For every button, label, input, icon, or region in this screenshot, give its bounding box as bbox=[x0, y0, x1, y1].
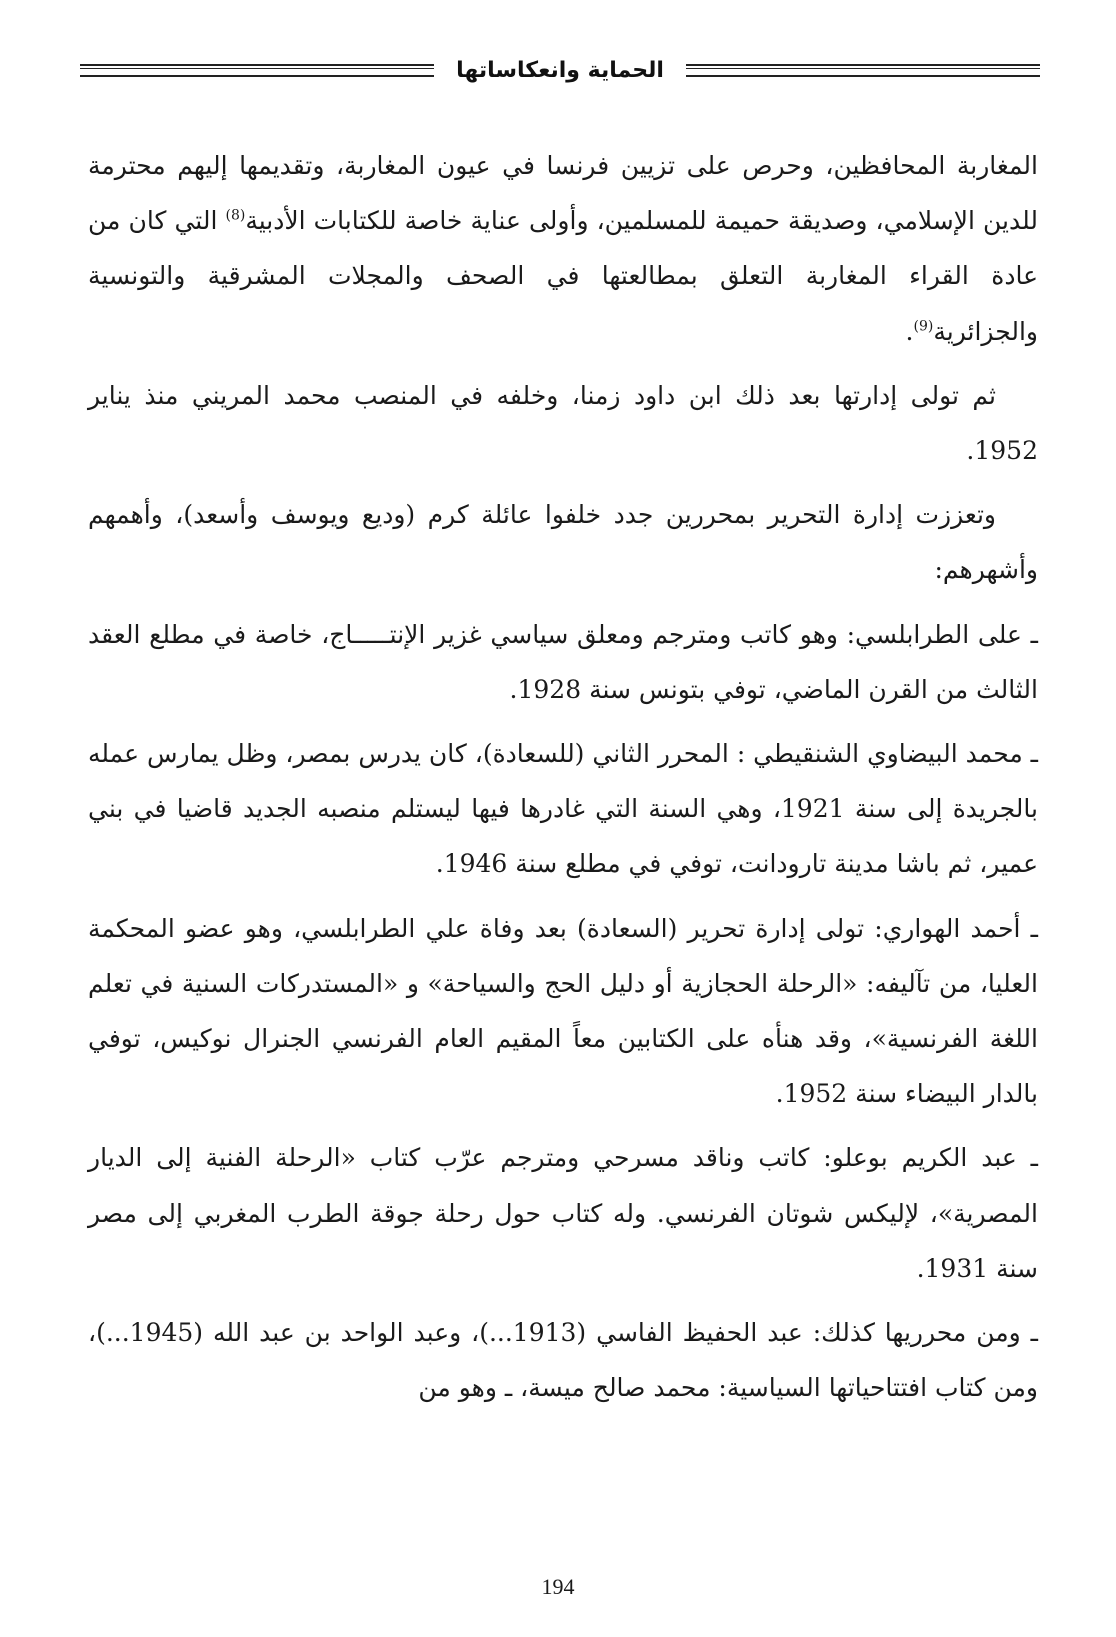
paragraph bbox=[88, 138, 1038, 359]
paragraph-text: ـ على الطرابلسي: وهو كاتب ومترجم ومعلق سياسي غزير الإنتـــــاج، خاصة في مطلع العقد الثالث من القرن الماضي، توفي بتونس سنة 1928. bbox=[88, 619, 1038, 704]
paragraph bbox=[88, 1130, 1038, 1296]
paragraph-text: وتعززت إدارة التحرير بمحررين جدد خلفوا عائلة كرم (وديع ويوسف وأسعد)، وأهمهم وأشهرهم: bbox=[88, 500, 1038, 585]
paragraph-text: ـ محمد البيضاوي الشنقيطي : المحرر الثاني (للسعادة)، كان يدرس بمصر، وظل يمارس عمله بالجريدة إلى سنة 1921، وهي السنة التي غادرها فيها ليستلم منصبه الجديد قاضيا في بني عمير، ثم باشا مدينة تارودانت، توفي في مطلع سنة 1946. bbox=[88, 739, 1038, 879]
header-rule-right bbox=[686, 64, 1040, 77]
paragraph bbox=[88, 1305, 1038, 1415]
paragraph bbox=[88, 487, 1038, 597]
paragraph-text: المغاربة المحافظين، وحرص على تزيين فرنسا في عيون المغاربة، وتقديمها إليهم محترمة للدين الإسلامي، وصديقة حميمة للمسلمين، وأولى عناية خاصة للكتابات الأدبية bbox=[88, 151, 1038, 236]
body-text bbox=[88, 138, 1038, 1424]
paragraph-text: . bbox=[905, 316, 914, 346]
paragraph-text: ـ ومن محرريها كذلك: عبد الحفيظ الفاسي (1913...)، وعبد الواحد بن عبد الله (1945...)، ومن كتاب افتتاحياتها السياسية: محمد صالح ميسة، ـ وهو من bbox=[88, 1318, 1038, 1403]
paragraph bbox=[88, 726, 1038, 892]
page-number: 194 bbox=[541, 1574, 575, 1599]
paragraph-text: ثم تولى إدارتها بعد ذلك ابن داود زمنا، وخلفه في المنصب محمد المريني منذ يناير 1952. bbox=[88, 380, 1038, 466]
paragraph-text: التي كان من عادة القراء المغاربة التعلق بمطالعتها في الصحف والمجلات المشرقية والتونسية والجزائرية bbox=[88, 206, 1038, 346]
paragraph bbox=[88, 901, 1038, 1122]
paragraph-text: ـ عبد الكريم بوعلو: كاتب وناقد مسرحي ومترجم عرّب كتاب «الرحلة الفنية إلى الديار المصرية»، لإليكس شوتان الفرنسي. وله كتاب حول رحلة جوقة الطرب المغربي إلى مصر سنة 1931. bbox=[88, 1143, 1038, 1283]
header-rule-left bbox=[80, 64, 434, 77]
footnote-marker: (8) bbox=[225, 207, 246, 224]
running-title: الحماية وانعكاساتها bbox=[456, 57, 664, 83]
paragraph bbox=[88, 368, 1038, 478]
paragraph-text: ـ أحمد الهواري: تولى إدارة تحرير (السعادة) بعد وفاة علي الطرابلسي، وهو عضو المحكمة العليا، من تآليفه: «الرحلة الحجازية أو دليل الحج والسياحة» و «المستدركات السنية في تعلم اللغة الفرنسية»، وقد هنأه على الكتابين معاً المقيم العام الفرنسي الجنرال نوكيس، توفي بالدار البيضاء سنة 1952. bbox=[88, 913, 1038, 1109]
paragraph bbox=[88, 607, 1038, 717]
running-header bbox=[80, 50, 1040, 90]
footnote-marker: (9) bbox=[913, 318, 934, 335]
